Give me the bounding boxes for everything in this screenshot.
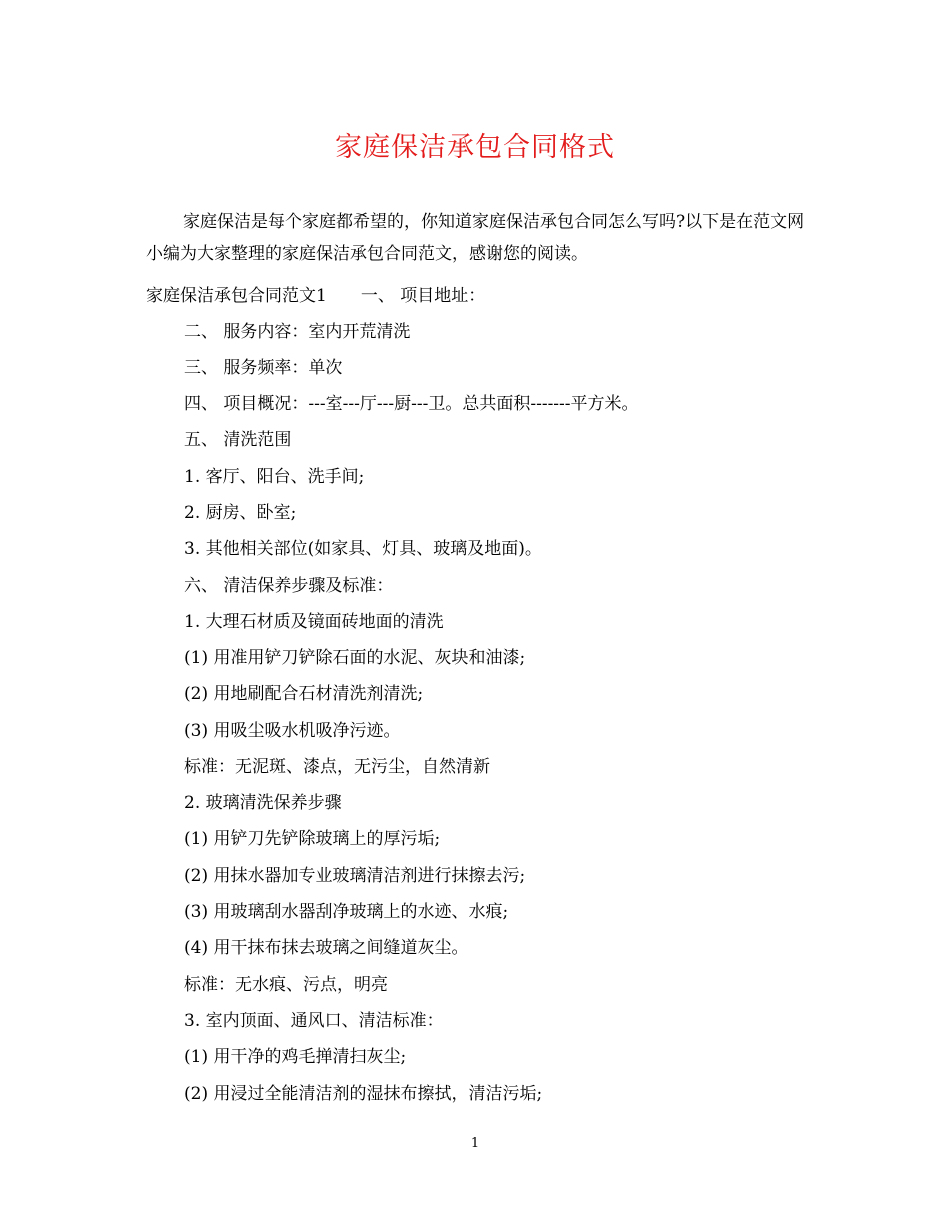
body-line-8: 3. 其他相关部位(如家具、灯具、玻璃及地面)。 [184,539,542,559]
body-line-23: (2) 用浸过全能清洁剂的湿抹布擦拭，清洁污垢; [184,1084,543,1104]
body-line-17: (2) 用抹水器加专业玻璃清洁剂进行抹擦去污; [184,866,526,886]
body-line-10: 1. 大理石材质及镜面砖地面的清洗 [184,612,444,632]
body-line-2: 二、 服务内容：室内开荒清洗 [184,322,411,342]
body-line-19: (4) 用干抹布抹去玻璃之间缝道灰尘。 [184,938,469,958]
body-line-14: 标准：无泥斑、漆点，无污尘，自然清新 [184,757,490,777]
body-line-22: (1) 用干净的鸡毛掸清扫灰尘; [184,1047,407,1067]
body-line-11: (1) 用准用铲刀铲除石面的水泥、灰块和油漆; [184,648,526,668]
body-line-9: 六、 清洁保养步骤及标准： [184,576,394,596]
document-title: 家庭保洁承包合同格式 [335,132,615,163]
body-line-13: (3) 用吸尘吸水机吸净污迹。 [184,721,401,741]
body-line-20: 标准：无水痕、污点，明亮 [184,975,388,995]
body-line-1: 家庭保洁承包合同范文1 一、 项目地址： [146,286,486,306]
body-line-18: (3) 用玻璃刮水器刮净玻璃上的水迹、水痕; [184,902,509,922]
body-line-4: 四、 项目概况：---室---厅---厨---卫。总共面积-------平方米。 [184,394,639,414]
body-line-12: (2) 用地刷配合石材清洗剂清洗; [184,684,424,704]
body-line-7: 2. 厨房、卧室; [184,503,297,523]
intro-paragraph: 家庭保洁是每个家庭都希望的，你知道家庭保洁承包合同怎么写吗?以下是在范文网小编为大家整理的家庭保洁承包合同范文，感谢您的阅读。 [146,212,805,264]
body-line-3: 三、 服务频率：单次 [184,358,343,378]
body-line-16: (1) 用铲刀先铲除玻璃上的厚污垢; [184,829,441,849]
body-line-15: 2. 玻璃清洗保养步骤 [184,793,342,813]
body-line-5: 五、 清洗范围 [184,430,292,450]
body-line-21: 3. 室内顶面、通风口、清洁标准： [184,1011,444,1031]
page-number: 1 [470,1136,480,1151]
body-line-6: 1. 客厅、阳台、洗手间; [184,467,365,487]
